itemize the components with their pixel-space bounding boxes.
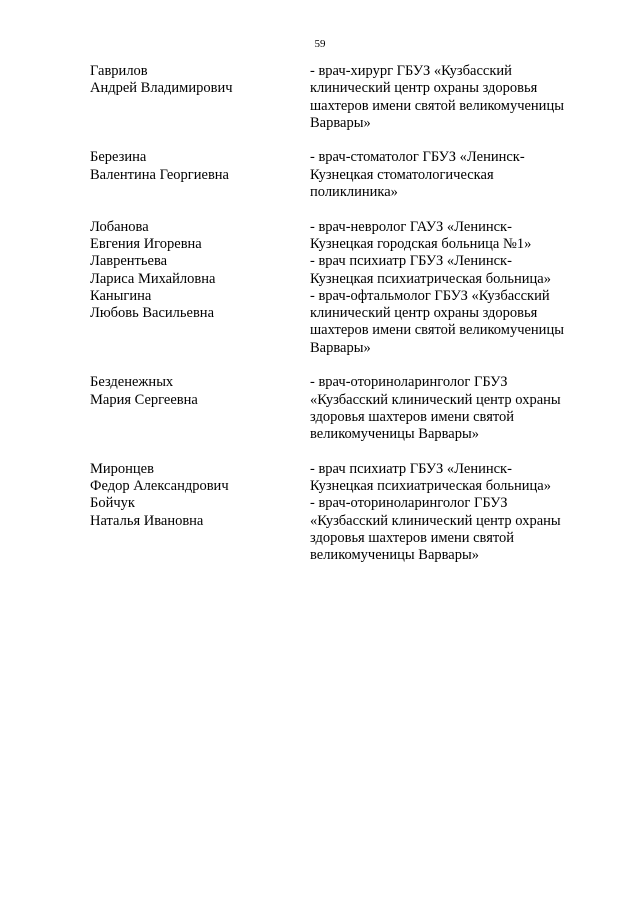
- member-name: [90, 374, 300, 409]
- member-entry: [0, 374, 640, 443]
- member-given-names: Наталья Ивановна: [90, 512, 204, 529]
- position-line: Кузнецкая стоматологическая: [310, 166, 494, 183]
- member-surname: Гаврилов: [90, 63, 148, 79]
- member-entry: [0, 63, 640, 132]
- position-line: - врач-хирург ГБУЗ «Кузбасский: [310, 63, 512, 79]
- position-line: шахтеров имени святой великомученицы: [310, 322, 564, 339]
- member-position: [310, 253, 580, 288]
- position-line: шахтеров имени святой великомученицы: [310, 97, 564, 114]
- position-line: Варвары»: [310, 339, 371, 356]
- member-position: [310, 461, 580, 496]
- member-entry: [0, 461, 640, 496]
- member-position: [310, 374, 580, 443]
- page-number: 59: [314, 38, 326, 50]
- position-line: «Кузбасский клинический центр охраны: [310, 512, 561, 529]
- member-surname: Безденежных: [90, 374, 174, 391]
- position-line: «Кузбасский клинический центр охраны: [310, 391, 561, 408]
- member-list: [0, 63, 640, 565]
- position-line: здоровья шахтеров имени святой: [310, 408, 515, 425]
- position-line: великомученицы Варвары»: [310, 426, 479, 443]
- position-line: - врач-невролог ГАУЗ «Ленинск-: [310, 218, 512, 235]
- entry-spacer: [0, 444, 640, 461]
- member-entry: [0, 288, 640, 357]
- position-line: Варвары»: [310, 114, 371, 131]
- position-line: - врач-оториноларинголог ГБУЗ: [310, 495, 508, 512]
- member-surname: Лобанова: [90, 218, 149, 235]
- member-name: [90, 253, 300, 288]
- member-surname: Миронцев: [90, 460, 154, 477]
- member-position: [310, 63, 580, 132]
- member-given-names: Любовь Васильевна: [90, 305, 215, 322]
- entry-spacer: [0, 132, 640, 149]
- member-given-names: Мария Сергеевна: [90, 391, 198, 408]
- member-surname: Каныгина: [90, 287, 152, 304]
- position-line: великомученицы Варвары»: [310, 547, 479, 564]
- member-name: [90, 149, 300, 184]
- position-line: - врач-офтальмолог ГБУЗ «Кузбасский: [310, 287, 550, 304]
- position-line: - врач-оториноларинголог ГБУЗ: [310, 374, 508, 391]
- entry-spacer: [0, 201, 640, 218]
- member-name: [90, 495, 300, 530]
- member-given-names: Андрей Владимирович: [90, 80, 233, 97]
- member-position: [310, 288, 580, 357]
- member-surname: Лаврентьева: [90, 253, 168, 270]
- position-line: - врач психиатр ГБУЗ «Ленинск-: [310, 253, 512, 270]
- member-entry: [0, 495, 640, 564]
- member-given-names: Лариса Михайловна: [90, 270, 216, 287]
- member-surname: Березина: [90, 149, 147, 166]
- position-line: поликлиника»: [310, 184, 398, 201]
- member-given-names: Евгения Игоревна: [90, 235, 202, 252]
- member-surname: Бойчук: [90, 495, 135, 512]
- position-line: клинический центр охраны здоровья: [310, 80, 538, 97]
- member-name: [90, 219, 300, 254]
- member-entry: [0, 149, 640, 201]
- entry-spacer: [0, 357, 640, 374]
- member-given-names: Валентина Георгиевна: [90, 166, 229, 183]
- member-name: [90, 288, 300, 323]
- member-name: [90, 63, 300, 98]
- member-entry: [0, 253, 640, 288]
- position-line: Кузнецкая психиатрическая больница»: [310, 478, 551, 495]
- position-line: - врач психиатр ГБУЗ «Ленинск-: [310, 460, 512, 477]
- member-position: [310, 219, 580, 254]
- member-position: [310, 149, 580, 201]
- member-entry: [0, 219, 640, 254]
- member-name: [90, 461, 300, 496]
- position-line: - врач-стоматолог ГБУЗ «Ленинск-: [310, 149, 525, 166]
- member-position: [310, 495, 580, 564]
- position-line: Кузнецкая психиатрическая больница»: [310, 270, 551, 287]
- position-line: здоровья шахтеров имени святой: [310, 530, 515, 547]
- member-given-names: Федор Александрович: [90, 478, 229, 495]
- position-line: клинический центр охраны здоровья: [310, 305, 538, 322]
- position-line: Кузнецкая городская больница №1»: [310, 235, 532, 252]
